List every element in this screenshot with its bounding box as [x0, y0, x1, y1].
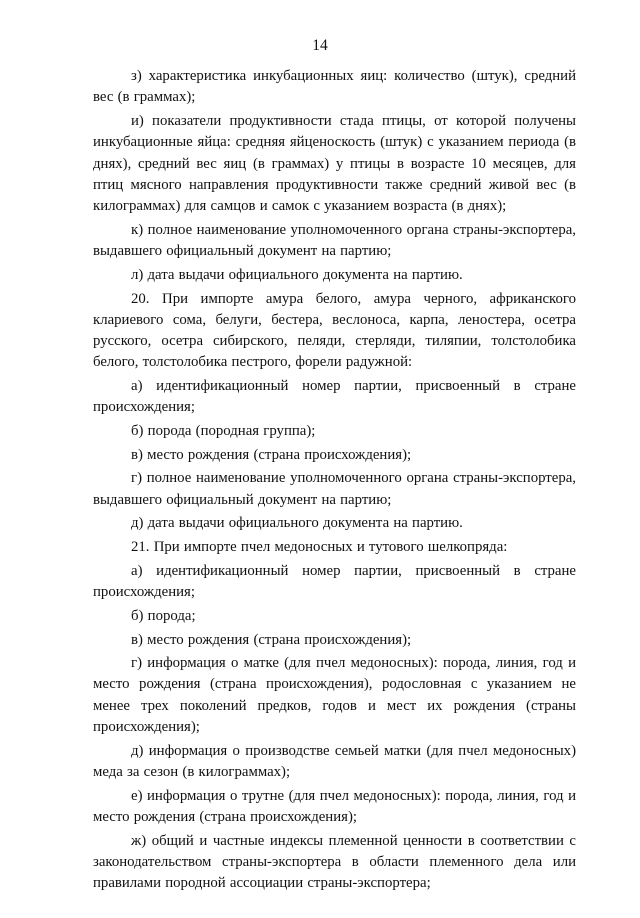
paragraph-item-e: е) информация о трутне (для пчел медоносных): порода, линия, год и место рождения (страна происхождения);	[93, 787, 576, 826]
paragraph-item-b: б) порода (породная группа);	[131, 423, 316, 440]
paragraph-item-a: а) идентификационный номер партии, присвоенный в стране происхождения;	[93, 378, 576, 416]
paragraph-item-g: г) информация о матке (для пчел медоносных): порода, линия, год и место рождения (страна происхождения), родословная с указанием не менее трех поколений предков, годов и мест их рождения (страны происхождения);	[93, 655, 576, 736]
paragraph-item-d: д) дата выдачи официального документа на партию.	[131, 515, 463, 532]
paragraph-item-k: к) полное наименование уполномоченного органа страны-экспортера, выдавшего официальный документ на партию;	[93, 221, 576, 260]
paragraph-section-21: 21. При импорте пчел медоносных и тутового шелкопряда:	[131, 539, 508, 556]
paragraph-item-zh: ж) общий и частные индексы племенной ценности в соответствии с законодательством страны-экспортера в области племенного дела или правилами породной ассоциации страны-экспортера;	[93, 832, 576, 892]
page-number: 14	[312, 37, 328, 54]
paragraph-item-g: г) полное наименование уполномоченного органа страны-экспортера, выдавшего официальный документ на партию;	[93, 470, 576, 508]
paragraph-item-v: в) место рождения (страна происхождения);	[131, 631, 412, 648]
document-body	[93, 66, 576, 897]
paragraph-item-i: и) показатели продуктивности стада птицы, от которой получены инкубационные яйца: средняя яйценоскость (штук) с указанием периода (в днях), средний вес яиц (в граммах) у птицы в возрасте 10 месяцев, для птиц мясного направления продуктивности также средний живой вес (в килограммах) для самцов и самок с указанием возраста (в днях);	[93, 112, 576, 215]
paragraph-item-l: л) дата выдачи официального документа на партию.	[131, 266, 463, 283]
paragraph-item-a: а) идентификационный номер партии, присвоенный в стране происхождения;	[93, 562, 576, 601]
paragraph-item-z: з) характеристика инкубационных яиц: количество (штук), средний вес (в граммах);	[93, 68, 576, 106]
paragraph-item-b: б) порода;	[131, 607, 196, 624]
paragraph-item-v: в) место рождения (страна происхождения);	[131, 446, 412, 463]
paragraph-item-d: д) информация о производстве семьей матки (для пчел медоносных) меда за сезон (в килограммах);	[93, 742, 576, 781]
paragraph-section-20: 20. При импорте амура белого, амура черного, африканского клариевого сома, белуги, бестера, веслоноса, карпа, леностера, осетра русского, осетра сибирского, пеляди, стерляди, тиляпии, толстолобика белого, толстолобика пестрого, форели радужной:	[93, 290, 576, 371]
